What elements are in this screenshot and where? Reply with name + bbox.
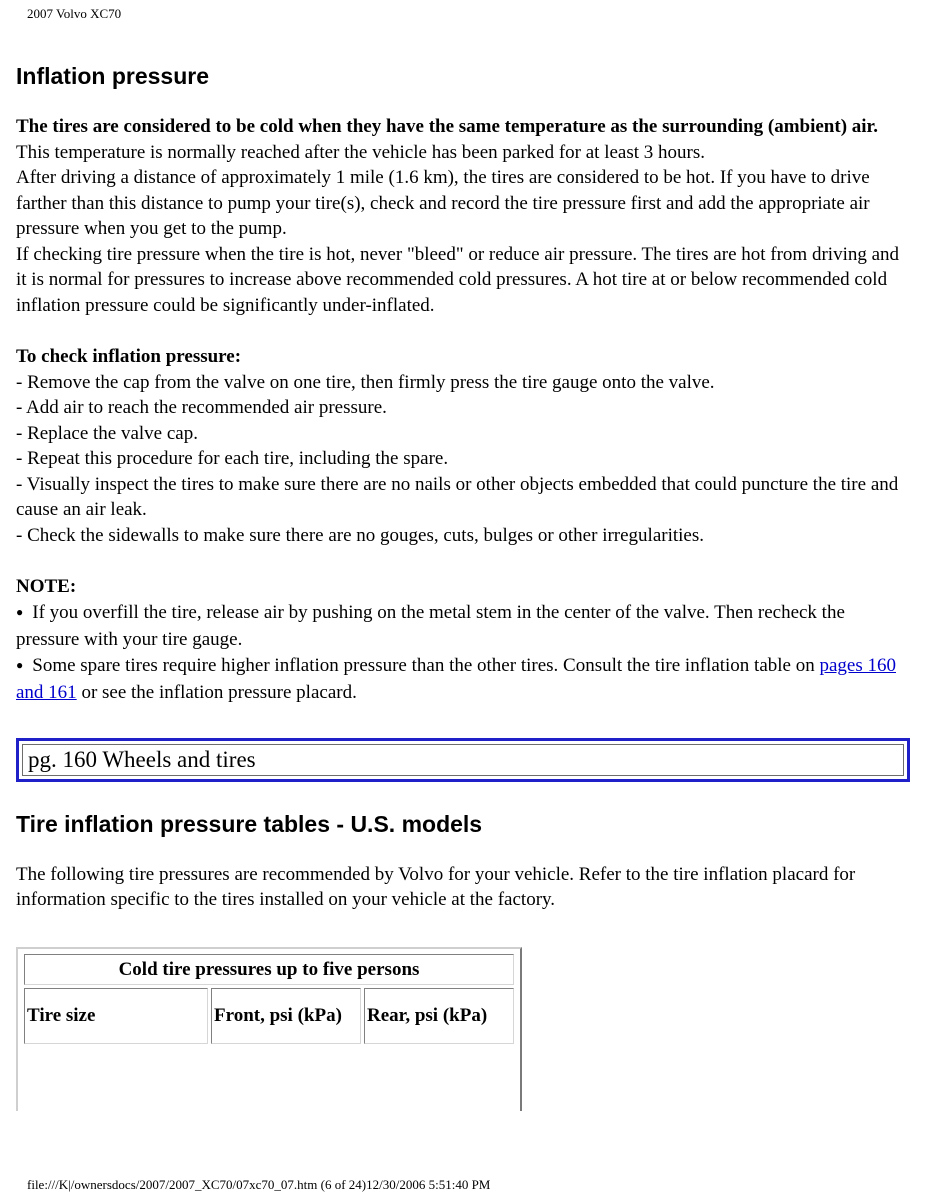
- cold-tire-definition: The tires are considered to be cold when they have the same temperature as the surrounding (ambient) air.: [16, 116, 878, 137]
- check-step: - Add air to reach the recommended air pressure.: [16, 397, 387, 418]
- page-marker-box: [16, 738, 910, 782]
- paragraph: If checking tire pressure when the tire is hot, never "bleed" or reduce air pressure. The tires are hot from driving and it is normal for pressures to increase above recommended cold pressures. A hot tire at or below recommended cold inflation pressure could be significantly under-inflated.: [16, 243, 900, 316]
- section-heading-pressure-tables: Tire inflation pressure tables - U.S. models: [16, 810, 483, 837]
- pressure-table-frame: [16, 947, 522, 1111]
- bullet-icon: ●: [16, 604, 24, 619]
- paragraph: After driving a distance of approximately 1 mile (1.6 km), the tires are considered to be hot. If you have to drive farther than this distance to pump your tire(s), check and record the tire pressure first and add the appropriate air pressure when you get to the pump.: [16, 167, 870, 239]
- pressure-table: [21, 951, 517, 1047]
- bullet-icon: ●: [16, 657, 24, 672]
- document-footer-path: file:///K|/ownersdocs/2007/2007_XC70/07xc70_07.htm (6 of 24)12/30/2006 5:51:40 PM: [27, 1177, 491, 1192]
- page-marker-label: pg. 160 Wheels and tires: [22, 744, 904, 776]
- check-pressure-heading: To check inflation pressure:: [16, 346, 242, 367]
- note-text: or see the inflation pressure placard.: [76, 682, 357, 703]
- tables-intro: The following tire pressures are recommended by Volvo for your vehicle. Refer to the tire inflation placard for information specific to the tires installed on your vehicle at the factory.: [16, 863, 856, 910]
- note-text: If you overfill the tire, release air by pushing on the metal stem in the center of the valve. Then recheck the pressure with your tire gauge.: [16, 601, 845, 650]
- page-content: [16, 60, 910, 1111]
- table-caption-row: [24, 954, 514, 985]
- check-step: - Replace the valve cap.: [16, 422, 198, 444]
- column-header-front: Front, psi (kPa): [211, 988, 361, 1044]
- check-step: - Remove the cap from the valve on one tire, then firmly press the tire gauge onto the valve.: [16, 371, 715, 393]
- paragraph: This temperature is normally reached after the vehicle has been parked for at least 3 hours.: [16, 141, 705, 163]
- note-text: Some spare tires require higher inflation pressure than the other tires. Consult the tire inflation table on: [32, 654, 820, 676]
- column-header-rear: Rear, psi (kPa): [364, 988, 514, 1044]
- table-caption: Cold tire pressures up to five persons: [24, 954, 514, 985]
- document-header-title: 2007 Volvo XC70: [27, 6, 122, 21]
- check-step: - Visually inspect the tires to make sure there are no nails or other objects embedded that could puncture the tire and cause an air leak.: [16, 473, 899, 520]
- section-heading-inflation-pressure: Inflation pressure: [16, 63, 209, 89]
- check-step: - Repeat this procedure for each tire, including the spare.: [16, 448, 449, 469]
- check-step: - Check the sidewalls to make sure there are no gouges, cuts, bulges or other irregularities.: [16, 524, 705, 546]
- note-item: [16, 653, 910, 706]
- table-header-row: [24, 988, 514, 1044]
- column-header-tire-size: Tire size: [24, 988, 208, 1044]
- note-heading: NOTE:: [16, 576, 77, 597]
- note-item: [16, 600, 910, 653]
- pages-160-161-link[interactable]: pages 160 and 161: [16, 654, 896, 703]
